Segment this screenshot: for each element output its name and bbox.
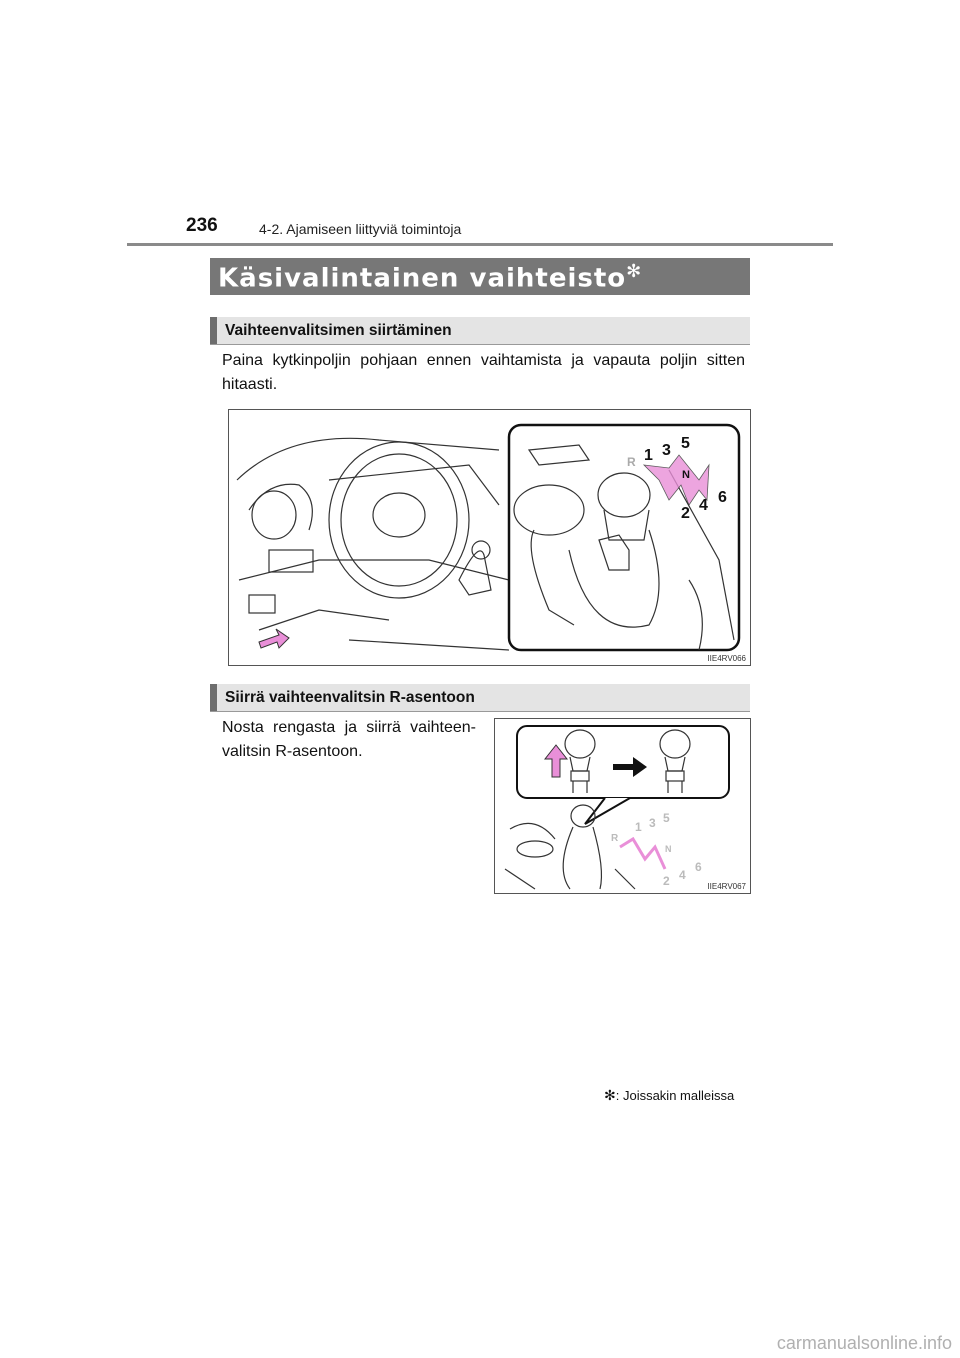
gear-label-2: 2	[663, 874, 670, 888]
asterisk-icon: ✻	[604, 1087, 616, 1103]
subsection-bar-2	[210, 684, 750, 712]
gear-label-1: 1	[635, 820, 642, 834]
gear-label-r: R	[611, 833, 619, 844]
gear-label-r: R	[627, 455, 636, 469]
reverse-shift-illustration	[495, 719, 750, 893]
paragraph-1: Paina kytkinpoljin pohjaan ennen vaihtamista ja vapauta poljin sitten hitaasti.	[222, 352, 745, 393]
gear-label-1: 1	[644, 447, 653, 464]
gear-label-5: 5	[663, 811, 670, 825]
figure-reverse-illustration	[494, 718, 751, 894]
subsection-title-1: Vaihteenvalitsimen siirtäminen	[225, 322, 452, 339]
subsection-accent	[210, 684, 217, 711]
gear-label-5: 5	[681, 435, 690, 452]
gear-label-n: N	[665, 844, 672, 854]
clutch-pedal-arrow-icon	[259, 629, 289, 648]
gear-label-n: N	[682, 469, 690, 481]
page-number: 236	[186, 215, 218, 236]
figure-code-2: IIE4RV067	[707, 882, 746, 891]
section-title-bar	[210, 258, 750, 295]
footnote-text: : Joissakin malleissa	[615, 1088, 735, 1103]
subsection-bar-1	[210, 317, 750, 345]
gear-label-3: 3	[649, 816, 656, 830]
figure-code-1: IIE4RV066	[707, 654, 746, 663]
gear-label-6: 6	[718, 489, 727, 506]
paragraph-2: Nosta rengasta ja siirrä vaihteenvalitsin R-asentoon.	[222, 719, 476, 760]
dashboard-illustration	[229, 410, 750, 665]
section-title: Käsivalintainen vaihteisto✻	[218, 261, 643, 294]
chapter-title: 4-2. Ajamiseen liittyviä toimintoja	[259, 221, 462, 237]
subsection-accent	[210, 317, 217, 344]
figure-clutch-illustration	[228, 409, 751, 666]
gear-label-4: 4	[699, 497, 708, 514]
footnote	[604, 1087, 734, 1104]
header-rule	[127, 243, 833, 246]
gear-label-3: 3	[662, 442, 671, 459]
gear-label-4: 4	[679, 868, 686, 882]
watermark: carmanualsonline.info	[776, 1333, 952, 1353]
gear-label-6: 6	[695, 860, 702, 874]
subsection-title-2: Siirrä vaihteenvalitsin R-asentoon	[225, 689, 475, 706]
asterisk-icon: ✻	[626, 261, 643, 282]
gear-label-2: 2	[681, 505, 690, 522]
